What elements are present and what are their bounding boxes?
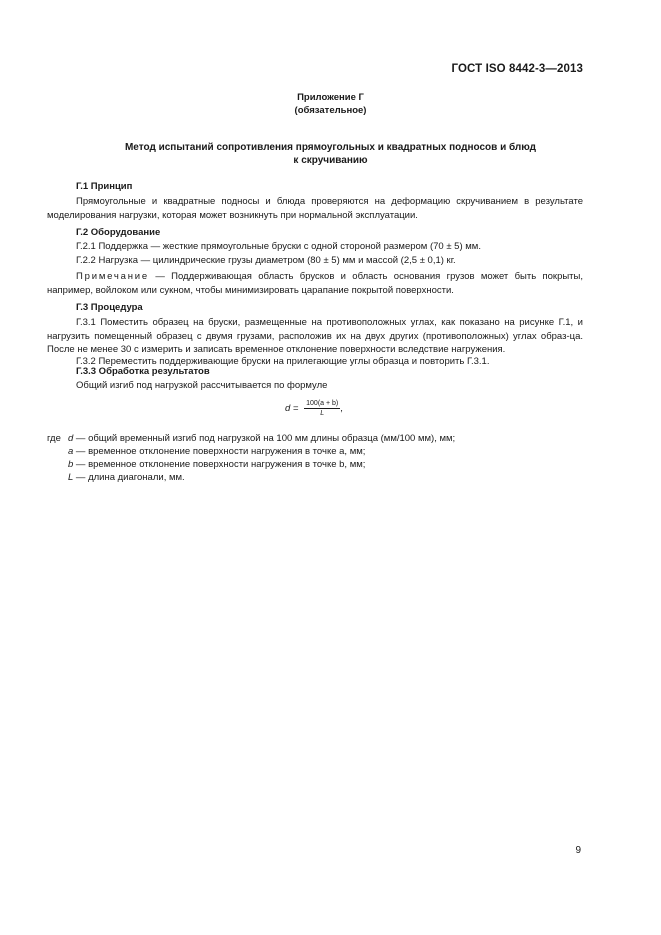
legend-row-d xyxy=(68,432,455,445)
page-number: 9 xyxy=(575,845,581,856)
formula-numerator: 100(a + b) xyxy=(306,400,339,407)
procedure-intro: Общий изгиб под нагрузкой рассчитывается по формуле xyxy=(76,380,328,391)
legend-row-b xyxy=(68,458,365,471)
legend-symbol: b xyxy=(68,459,74,470)
note-text: — Поддерживающая область брусков и область основания грузов может быть покрыты, например, войлоком или сукном, чтобы минимизировать царапание покрытой поверхности. xyxy=(47,271,583,296)
equipment-item-load: Г.2.2 Нагрузка — цилиндрические грузы диаметром (80 ± 5) мм и массой (2,5 ± 0,1) кг. xyxy=(76,255,456,266)
equipment-item-support: Г.2.1 Поддержка — жесткие прямоугольные бруски с одной стороной размером (70 ± 5) мм. xyxy=(76,241,481,252)
legend-text: — временное отклонение поверхности нагружения в точке b, мм; xyxy=(73,459,366,470)
note-label: Примечание xyxy=(76,271,149,282)
procedure-subheading: Г.3.3 Обработка результатов xyxy=(76,366,210,377)
formula-fraction xyxy=(304,400,340,417)
legend-row-a xyxy=(68,445,365,458)
formula xyxy=(285,400,343,417)
appendix-subtitle: (обязательное) xyxy=(294,105,367,116)
method-title-line1: Метод испытаний сопротивления прямоугольных и квадратных подносов и блюд xyxy=(124,142,537,153)
appendix-title: Приложение Г xyxy=(297,92,364,103)
legend-text: — временное отклонение поверхности нагружения в точке а, мм; xyxy=(73,446,366,457)
procedure-item-2: Г.3.2 Переместить поддерживающие бруски на прилегающие углы образца и повторить Г.3.1. xyxy=(76,356,490,367)
section-procedure-heading: Г.3 Процедура xyxy=(76,302,143,313)
legend-text: — длина диагонали, мм. xyxy=(73,472,185,483)
legend-text: — общий временный изгиб под нагрузкой на 100 мм длины образца (мм/100 мм), мм; xyxy=(73,433,456,444)
formula-equals: = xyxy=(292,403,299,415)
legend-symbol: a xyxy=(68,446,74,457)
legend-row-L xyxy=(68,471,185,484)
method-title-line2: к скручиванию xyxy=(293,155,368,166)
equipment-note xyxy=(47,270,583,297)
legend-symbol: d xyxy=(68,433,74,444)
legend-symbol: L xyxy=(68,472,74,483)
section-equipment-heading: Г.2 Оборудование xyxy=(76,227,161,238)
section-principle-text: Прямоугольные и квадратные подносы и блюда проверяются на деформацию скручиванием в результате моделирования нагрузки, которая может возникнуть при нормальной эксплуатации. xyxy=(47,196,583,221)
formula-denominator: L xyxy=(320,410,325,417)
procedure-item-1: Г.3.1 Поместить образец на бруски, размещенные на противоположных углах, как показано на рисунке Г.1, и нагрузить помещенный образец с двумя грузами, расположив их на двух других (противоположных) углах образ-ца. После не менее 30 с измерить и записать временное отклонение поверхности вследствие нагружения. xyxy=(47,317,583,355)
formula-trail: , xyxy=(340,403,343,415)
formula-lhs: d xyxy=(285,403,291,415)
document-code: ГОСТ ISO 8442-3—2013 xyxy=(451,63,583,75)
legend-where: где xyxy=(47,433,61,444)
section-principle-heading: Г.1 Принцип xyxy=(76,181,133,192)
